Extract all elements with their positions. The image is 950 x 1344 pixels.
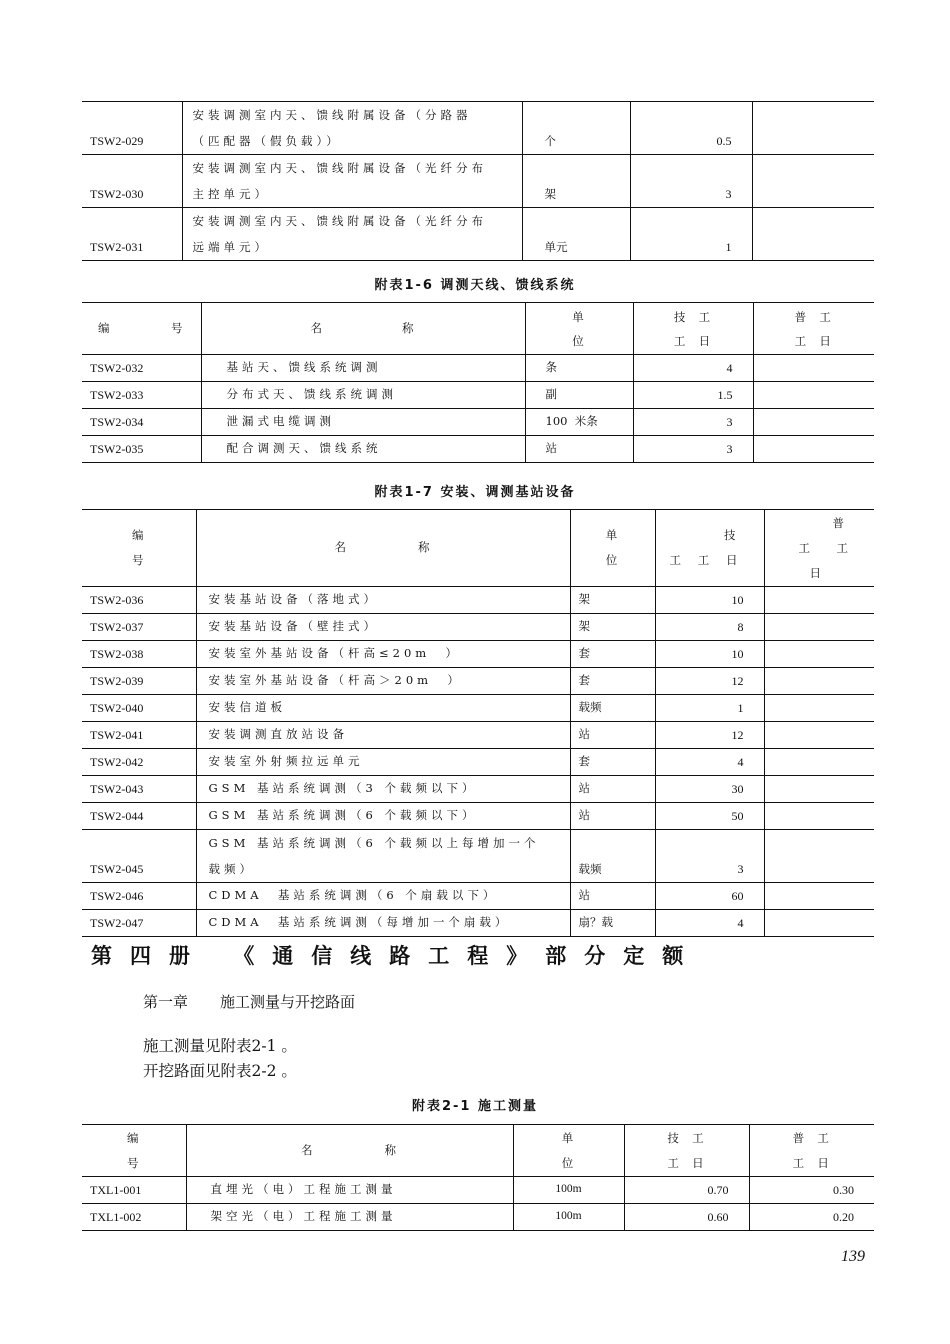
unit-cell: 个 <box>522 102 630 155</box>
name-cell: 泄漏式电缆调测 <box>201 409 525 436</box>
unit-cell: 100 米条 <box>525 409 633 436</box>
header-text: 编 <box>127 1130 141 1145</box>
unit-cell: 站 <box>570 883 655 910</box>
table-row <box>82 1177 874 1204</box>
header-text: 工 <box>836 540 850 555</box>
tech-cell: 0.5 <box>630 102 752 155</box>
tech-cell: 1.5 <box>633 382 753 409</box>
table-row <box>82 641 874 668</box>
unit-cell: 扇？载 <box>570 910 655 937</box>
name-line: 安装调测室内天、馈线附属设备（光纤分布 <box>192 214 487 228</box>
table-2-1 <box>82 1124 874 1231</box>
header-text: 单 <box>605 528 620 542</box>
table-row <box>82 668 874 695</box>
paragraph: 开挖路面见附表2-2 。 <box>143 1062 297 1080</box>
header-tech <box>655 510 764 587</box>
name-cell: 架空光（电）工程施工测量 <box>186 1204 513 1231</box>
header-text: 工 日 <box>792 1155 831 1170</box>
header-text: 号 <box>132 553 146 567</box>
header-text: 技 <box>724 528 738 542</box>
gen-cell <box>753 355 874 382</box>
name-line: 安装调测室内天、馈线附属设备（分路器 <box>192 108 472 122</box>
header-text: 工 <box>798 540 812 555</box>
gen-cell <box>752 208 874 261</box>
gen-cell <box>752 155 874 208</box>
code-cell: TSW2-037 <box>82 614 196 641</box>
header-text: 单 <box>561 1130 576 1145</box>
unit-cell: 站 <box>570 776 655 803</box>
table-row <box>82 830 874 883</box>
code-cell: TSW2-038 <box>82 641 196 668</box>
table-row <box>82 102 874 155</box>
header-text: 工 <box>697 553 712 567</box>
code-cell: TXL1-001 <box>82 1177 186 1204</box>
table-row <box>82 155 874 208</box>
unit-cell: 站 <box>525 436 633 463</box>
code-cell: TSW2-032 <box>82 355 201 382</box>
gen-cell <box>764 883 874 910</box>
table-header-row <box>82 1125 874 1177</box>
table-1-6 <box>82 302 874 463</box>
unit-cell: 载频 <box>570 695 655 722</box>
table-caption: 附表2-1 施工测量 <box>411 1099 538 1114</box>
name-cell: 直埋光（电）工程施工测量 <box>186 1177 513 1204</box>
table-row <box>82 776 874 803</box>
page-number: 139 <box>841 1248 865 1265</box>
header-text: 称 <box>418 540 432 555</box>
table-row <box>82 803 874 830</box>
code-cell: TSW2-034 <box>82 409 201 436</box>
header-text: 技 工 <box>673 309 713 324</box>
header-text: 称 <box>384 1142 398 1157</box>
table-row <box>82 208 874 261</box>
name-cell: 安装信道板 <box>196 695 570 722</box>
table-1-7 <box>82 509 874 937</box>
gen-cell <box>764 803 874 830</box>
unit-cell: 套 <box>570 668 655 695</box>
header-tech <box>624 1125 749 1177</box>
tech-cell: 3 <box>630 155 752 208</box>
unit-cell: 套 <box>570 749 655 776</box>
gen-cell <box>764 668 874 695</box>
tech-cell: 60 <box>655 883 764 910</box>
header-text: 位 <box>572 333 586 348</box>
table-row <box>82 749 874 776</box>
header-text: 名 <box>334 540 348 555</box>
header-unit <box>570 510 655 587</box>
code-cell: TSW2-044 <box>82 803 196 830</box>
tech-cell: 12 <box>655 722 764 749</box>
name-cell: 安装室外基站设备（杆高＞20m ） <box>196 668 570 695</box>
header-code <box>82 303 201 355</box>
header-text: 工 日 <box>667 1155 706 1170</box>
unit-cell: 100m <box>513 1204 624 1231</box>
gen-cell <box>752 102 874 155</box>
tech-cell: 3 <box>633 409 753 436</box>
gen-cell: 0.20 <box>833 1210 854 1224</box>
chapter-title: 施工测量与开挖路面 <box>220 993 356 1011</box>
header-text: 名 <box>301 1142 315 1157</box>
name-cell: 安装室外基站设备（杆高≤20m ） <box>196 641 570 668</box>
name-cell: 安装调测直放站设备 <box>196 722 570 749</box>
name-cell: CDMA 基站系统调测（每增加一个扇载） <box>196 910 570 937</box>
gen-cell <box>764 614 874 641</box>
header-text: 工 <box>669 553 683 567</box>
table-header-row <box>82 510 874 587</box>
header-text: 名 <box>310 320 324 335</box>
header-text: 工 日 <box>794 333 833 348</box>
table-row <box>82 883 874 910</box>
tech-cell: 0.60 <box>624 1204 749 1231</box>
table-row <box>82 695 874 722</box>
table-row <box>82 910 874 937</box>
tech-cell: 1 <box>630 208 752 261</box>
header-gen <box>753 303 874 355</box>
header-text: 普 <box>832 515 846 530</box>
unit-cell: 100m <box>513 1177 624 1204</box>
header-name <box>196 510 570 587</box>
table-row <box>82 722 874 749</box>
table-continued <box>82 101 874 261</box>
gen-cell <box>764 776 874 803</box>
name-line: 主控单元） <box>192 187 270 201</box>
header-text: 号 <box>127 1155 141 1170</box>
unit-cell: 副 <box>525 382 633 409</box>
header-code <box>82 510 196 587</box>
tech-cell: 30 <box>655 776 764 803</box>
gen-cell <box>764 910 874 937</box>
tech-cell: 4 <box>655 749 764 776</box>
name-cell: GSM 基站系统调测（6 个载频以下） <box>196 803 570 830</box>
header-unit <box>525 303 633 355</box>
name-cell: CDMA 基站系统调测（6 个扇载以下） <box>196 883 570 910</box>
header-code <box>82 1125 186 1177</box>
name-cell <box>182 155 522 208</box>
header-text: 编 <box>132 528 146 542</box>
name-cell <box>182 208 522 261</box>
name-cell: 安装基站设备（壁挂式） <box>196 614 570 641</box>
unit-cell: 站 <box>570 722 655 749</box>
code-cell: TSW2-043 <box>82 776 196 803</box>
table-row <box>82 1204 874 1231</box>
code-cell: TSW2-033 <box>82 382 201 409</box>
code-cell: TSW2-040 <box>82 695 196 722</box>
name-line: 安装调测室内天、馈线附属设备（光纤分布 <box>192 161 487 175</box>
header-text: 单 <box>572 309 586 324</box>
code-cell: TSW2-031 <box>82 208 182 261</box>
gen-cell <box>753 409 874 436</box>
name-cell: 配合调测天、馈线系统 <box>201 436 525 463</box>
header-text: 编 <box>98 320 112 335</box>
book-title: 第四册 《通信线路工程》部分定额 <box>91 943 702 968</box>
table-header-row <box>82 303 874 355</box>
unit-cell: 架 <box>570 587 655 614</box>
code-cell: TSW2-036 <box>82 587 196 614</box>
code-cell: TSW2-041 <box>82 722 196 749</box>
tech-cell: 1 <box>655 695 764 722</box>
header-gen <box>749 1125 874 1177</box>
code-cell: TSW2-030 <box>82 155 182 208</box>
name-line: 载频） <box>208 862 255 876</box>
table-row <box>82 355 874 382</box>
tech-cell: 50 <box>655 803 764 830</box>
gen-cell <box>764 749 874 776</box>
table-row <box>82 587 874 614</box>
gen-cell <box>764 587 874 614</box>
header-name <box>201 303 525 355</box>
tech-cell: 4 <box>633 355 753 382</box>
name-line: （匹配器（假负载）） <box>192 134 342 148</box>
name-cell: 分布式天、馈线系统调测 <box>201 382 525 409</box>
paragraph: 施工测量见附表2-1 。 <box>143 1037 297 1055</box>
gen-cell: 0.30 <box>749 1177 874 1204</box>
header-text: 普 工 <box>792 1130 831 1145</box>
gen-cell <box>764 830 874 883</box>
header-text: 日 <box>809 565 823 580</box>
tech-cell: 8 <box>655 614 764 641</box>
header-gen <box>764 510 874 587</box>
gen-cell <box>753 382 874 409</box>
code-cell: TSW2-046 <box>82 883 196 910</box>
code-cell: TSW2-045 <box>82 830 196 883</box>
chapter-heading <box>143 991 387 1012</box>
code-cell: TSW2-042 <box>82 749 196 776</box>
name-cell: 基站天、馈线系统调测 <box>201 355 525 382</box>
code-cell: TSW2-029 <box>82 102 182 155</box>
code-cell: TXL1-002 <box>82 1204 186 1231</box>
chapter-number: 第一章 <box>143 993 189 1011</box>
code-cell: TSW2-047 <box>82 910 196 937</box>
header-name <box>186 1125 513 1177</box>
table-row <box>82 614 874 641</box>
name-line: GSM 基站系统调测（6 个载频以上每增加一个 <box>208 836 540 850</box>
tech-cell: 4 <box>655 910 764 937</box>
table-row <box>82 409 874 436</box>
table-caption: 附表1-7 安装、调测基站设备 <box>374 485 576 500</box>
gen-cell <box>764 722 874 749</box>
gen-cell <box>753 436 874 463</box>
header-text: 号 <box>171 320 185 335</box>
unit-cell: 套 <box>570 641 655 668</box>
unit-cell: 条 <box>525 355 633 382</box>
tech-cell: 3 <box>655 830 764 883</box>
table-row <box>82 436 874 463</box>
name-cell: GSM 基站系统调测（3 个载频以下） <box>196 776 570 803</box>
header-text: 位 <box>561 1155 576 1170</box>
unit-cell: 站 <box>570 803 655 830</box>
header-text: 工 日 <box>673 333 713 348</box>
name-line: 远端单元） <box>192 240 270 254</box>
tech-cell: 3 <box>633 436 753 463</box>
code-cell: TSW2-035 <box>82 436 201 463</box>
unit-cell: 架 <box>522 155 630 208</box>
header-text: 普 工 <box>794 309 833 324</box>
tech-cell: 12 <box>655 668 764 695</box>
code-cell: TSW2-039 <box>82 668 196 695</box>
gen-cell <box>764 695 874 722</box>
header-text: 位 <box>605 553 620 567</box>
gen-cell <box>764 641 874 668</box>
name-cell <box>196 830 570 883</box>
name-cell: 安装室外射频拉远单元 <box>196 749 570 776</box>
header-tech <box>633 303 753 355</box>
tech-cell: 0.70 <box>624 1177 749 1204</box>
name-cell <box>182 102 522 155</box>
unit-cell: 架 <box>570 614 655 641</box>
unit-cell: 载频 <box>570 830 655 883</box>
header-text: 称 <box>402 320 416 335</box>
tech-cell: 10 <box>655 641 764 668</box>
unit-cell: 单元 <box>522 208 630 261</box>
tech-cell: 10 <box>655 587 764 614</box>
table-row <box>82 382 874 409</box>
header-text: 技 工 <box>667 1130 706 1145</box>
name-cell: 安装基站设备（落地式） <box>196 587 570 614</box>
table-caption: 附表1-6 调测天线、馈线系统 <box>374 278 576 293</box>
header-unit <box>513 1125 624 1177</box>
header-text: 日 <box>726 553 740 567</box>
